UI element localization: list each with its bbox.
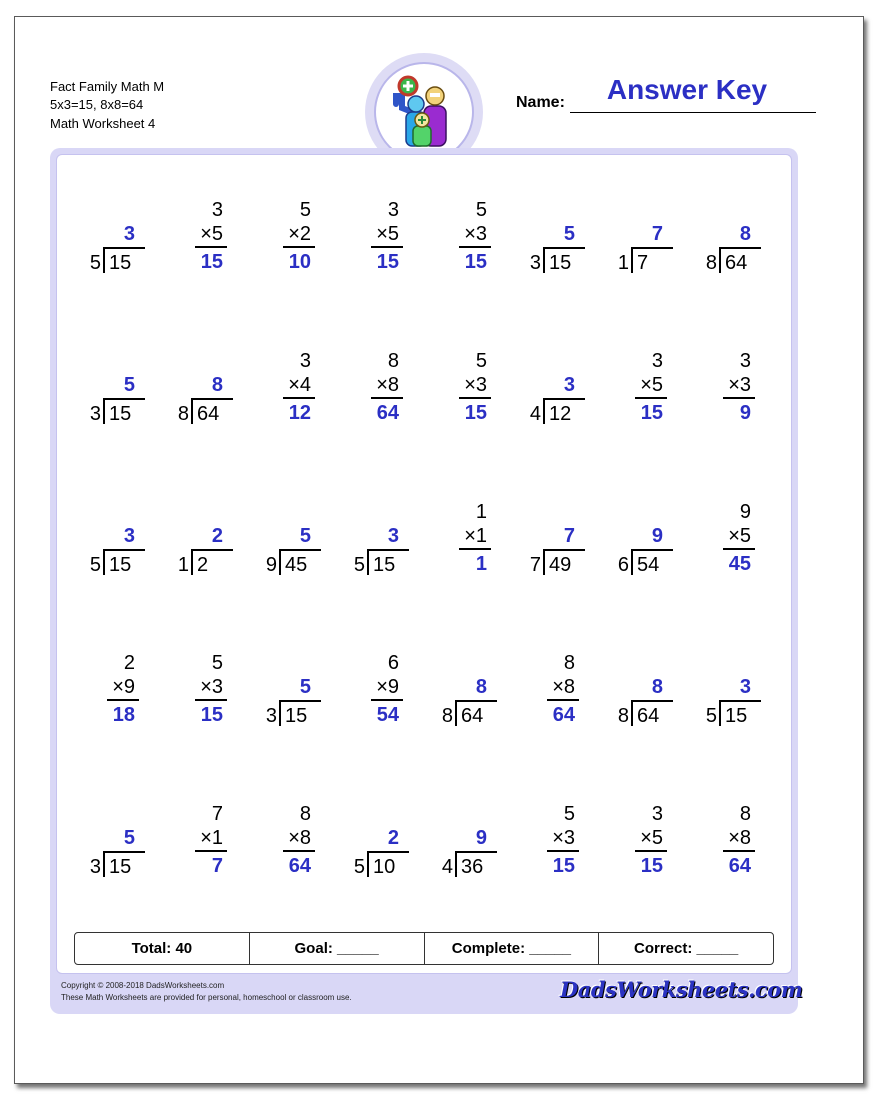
division-bracket xyxy=(543,247,545,273)
answer-rule xyxy=(723,850,755,852)
dividend: 15 xyxy=(109,252,132,274)
division-bracket xyxy=(631,247,633,273)
division-bar xyxy=(103,851,145,853)
product-answer: 18 xyxy=(112,704,135,726)
copyright-notice xyxy=(61,980,352,1004)
multiplicand: 6 xyxy=(387,652,399,674)
dividend: 64 xyxy=(725,252,748,274)
division-bracket xyxy=(279,549,281,575)
answer-rule xyxy=(195,850,227,852)
multiplication-problem xyxy=(341,196,421,280)
divisor: 4 xyxy=(441,856,453,878)
division-bracket xyxy=(719,700,721,726)
product-answer: 15 xyxy=(640,402,663,424)
division-problem xyxy=(605,498,685,582)
answer-rule xyxy=(635,850,667,852)
multiplier: ×5 xyxy=(728,525,751,547)
dividend: 15 xyxy=(725,705,748,727)
product-answer: 64 xyxy=(288,855,311,877)
quotient-answer: 9 xyxy=(475,827,487,849)
division-bracket xyxy=(103,247,105,273)
multiplier: ×9 xyxy=(112,676,135,698)
quotient-answer: 7 xyxy=(651,223,663,245)
division-bracket xyxy=(631,549,633,575)
division-problem xyxy=(517,347,597,431)
division-bracket xyxy=(367,851,369,877)
quotient-answer: 5 xyxy=(299,676,311,698)
division-bracket xyxy=(367,549,369,575)
division-bar xyxy=(543,549,585,551)
division-bracket xyxy=(279,700,281,726)
answer-rule xyxy=(371,699,403,701)
multiplication-problem xyxy=(165,196,245,280)
multiplication-problem xyxy=(605,347,685,431)
division-problem xyxy=(165,347,245,431)
score-correct: Correct: _____ xyxy=(598,933,773,964)
product-answer: 15 xyxy=(200,704,223,726)
product-answer: 12 xyxy=(288,402,311,424)
dividend: 64 xyxy=(197,403,220,425)
dividend: 15 xyxy=(109,554,132,576)
division-bar xyxy=(367,851,409,853)
division-problem xyxy=(253,498,333,582)
quotient-answer: 3 xyxy=(123,525,135,547)
multiplicand: 3 xyxy=(299,350,311,372)
multiplier: ×3 xyxy=(200,676,223,698)
multiplicand: 2 xyxy=(123,652,135,674)
division-problem xyxy=(517,498,597,582)
multiplication-problem xyxy=(605,800,685,884)
product-answer: 1 xyxy=(475,553,487,575)
divisor: 3 xyxy=(529,252,541,274)
multiplication-problem xyxy=(253,347,333,431)
multiplication-problem xyxy=(165,800,245,884)
divisor: 5 xyxy=(705,705,717,727)
multiplier: ×5 xyxy=(640,374,663,396)
copyright-text: Copyright © 2008-2018 DadsWorksheets.com xyxy=(61,981,225,990)
multiplier: ×3 xyxy=(552,827,575,849)
division-problem xyxy=(429,800,509,884)
multiplier: ×3 xyxy=(464,223,487,245)
answer-rule xyxy=(195,699,227,701)
division-bar xyxy=(631,247,673,249)
multiplication-problem xyxy=(77,649,157,733)
multiplicand: 3 xyxy=(739,350,751,372)
dividend: 10 xyxy=(373,856,396,878)
multiplier: ×5 xyxy=(640,827,663,849)
quotient-answer: 3 xyxy=(739,676,751,698)
brand-logo: DadsWorksheets.com xyxy=(560,977,803,1002)
quotient-answer: 3 xyxy=(387,525,399,547)
answer-rule xyxy=(283,246,315,248)
division-problem xyxy=(77,800,157,884)
multiplication-problem xyxy=(253,196,333,280)
product-answer: 64 xyxy=(552,704,575,726)
score-complete: Complete: _____ xyxy=(424,933,599,964)
divisor: 1 xyxy=(177,554,189,576)
quotient-answer: 3 xyxy=(563,374,575,396)
name-line xyxy=(570,112,816,113)
divisor: 9 xyxy=(265,554,277,576)
division-bar xyxy=(367,549,409,551)
multiplier: ×3 xyxy=(464,374,487,396)
quotient-answer: 3 xyxy=(123,223,135,245)
answer-rule xyxy=(723,397,755,399)
multiplicand: 8 xyxy=(739,803,751,825)
division-problem xyxy=(77,196,157,280)
division-bar xyxy=(543,247,585,249)
multiplicand: 3 xyxy=(651,803,663,825)
multiplicand: 5 xyxy=(475,350,487,372)
answer-rule xyxy=(547,850,579,852)
answer-key-title: Answer Key xyxy=(606,74,768,105)
quotient-answer: 8 xyxy=(651,676,663,698)
product-answer: 45 xyxy=(728,553,751,575)
product-answer: 15 xyxy=(464,402,487,424)
multiplication-problem xyxy=(341,649,421,733)
product-answer: 54 xyxy=(376,704,399,726)
quotient-answer: 8 xyxy=(475,676,487,698)
multiplicand: 3 xyxy=(387,199,399,221)
answer-rule xyxy=(371,246,403,248)
division-bracket xyxy=(103,851,105,877)
product-answer: 15 xyxy=(552,855,575,877)
division-bar xyxy=(719,700,761,702)
division-bar xyxy=(279,700,321,702)
worksheet-facts: 5x3=15, 8x8=64 xyxy=(50,97,144,112)
division-bar xyxy=(631,700,673,702)
answer-rule xyxy=(459,246,491,248)
answer-rule xyxy=(371,397,403,399)
multiplier: ×5 xyxy=(200,223,223,245)
product-answer: 15 xyxy=(200,251,223,273)
quotient-answer: 5 xyxy=(123,827,135,849)
multiplier: ×9 xyxy=(376,676,399,698)
division-problem xyxy=(77,498,157,582)
dividend: 15 xyxy=(373,554,396,576)
divisor: 5 xyxy=(353,554,365,576)
division-problem xyxy=(77,347,157,431)
multiplicand: 9 xyxy=(739,501,751,523)
multiplier: ×3 xyxy=(728,374,751,396)
division-problem xyxy=(605,196,685,280)
multiplicand: 3 xyxy=(651,350,663,372)
multiplicand: 5 xyxy=(299,199,311,221)
divisor: 5 xyxy=(89,252,101,274)
division-bracket xyxy=(191,398,193,424)
division-bar xyxy=(103,398,145,400)
dividend: 54 xyxy=(637,554,660,576)
divisor: 4 xyxy=(529,403,541,425)
multiplication-problem xyxy=(165,649,245,733)
multiplication-problem xyxy=(693,498,773,582)
division-bar xyxy=(279,549,321,551)
dividend: 7 xyxy=(637,252,649,274)
division-bracket xyxy=(543,398,545,424)
divisor: 3 xyxy=(89,856,101,878)
product-answer: 64 xyxy=(376,402,399,424)
divisor: 1 xyxy=(617,252,629,274)
division-bracket xyxy=(191,549,193,575)
product-answer: 9 xyxy=(739,402,751,424)
usage-notice: These Math Worksheets are provided for personal, homeschool or classroom use. xyxy=(61,993,352,1002)
division-problem xyxy=(693,196,773,280)
multiplicand: 8 xyxy=(387,350,399,372)
division-bracket xyxy=(455,700,457,726)
product-answer: 7 xyxy=(211,855,223,877)
division-bar xyxy=(191,549,233,551)
division-bar xyxy=(631,549,673,551)
product-answer: 15 xyxy=(464,251,487,273)
multiplication-problem xyxy=(517,800,597,884)
quotient-answer: 2 xyxy=(387,827,399,849)
quotient-answer: 8 xyxy=(211,374,223,396)
multiplier: ×1 xyxy=(464,525,487,547)
multiplier: ×8 xyxy=(288,827,311,849)
answer-rule xyxy=(635,397,667,399)
division-bar xyxy=(719,247,761,249)
division-problem xyxy=(693,649,773,733)
multiplicand: 7 xyxy=(211,803,223,825)
divisor: 6 xyxy=(617,554,629,576)
dividend: 15 xyxy=(109,403,132,425)
answer-rule xyxy=(459,548,491,550)
answer-rule xyxy=(283,397,315,399)
quotient-answer: 7 xyxy=(563,525,575,547)
answer-rule xyxy=(459,397,491,399)
quotient-answer: 2 xyxy=(211,525,223,547)
dividend: 64 xyxy=(637,705,660,727)
divisor: 8 xyxy=(617,705,629,727)
worksheet-subtitle: Math Worksheet 4 xyxy=(50,116,156,131)
division-bar xyxy=(455,700,497,702)
divisor: 5 xyxy=(353,856,365,878)
answer-rule xyxy=(283,850,315,852)
multiplicand: 1 xyxy=(475,501,487,523)
division-problem xyxy=(517,196,597,280)
multiplicand: 5 xyxy=(475,199,487,221)
division-problem xyxy=(605,649,685,733)
divisor: 3 xyxy=(89,403,101,425)
multiplication-problem xyxy=(429,498,509,582)
score-bar xyxy=(74,932,774,965)
answer-rule xyxy=(195,246,227,248)
division-bracket xyxy=(103,549,105,575)
divisor: 8 xyxy=(441,705,453,727)
division-bracket xyxy=(719,247,721,273)
multiplier: ×5 xyxy=(376,223,399,245)
answer-rule xyxy=(107,699,139,701)
quotient-answer: 8 xyxy=(739,223,751,245)
divisor: 3 xyxy=(265,705,277,727)
division-problem xyxy=(341,800,421,884)
multiplier: ×1 xyxy=(200,827,223,849)
product-answer: 15 xyxy=(376,251,399,273)
division-problem xyxy=(429,649,509,733)
quotient-answer: 5 xyxy=(563,223,575,245)
dividend: 49 xyxy=(549,554,572,576)
division-problem xyxy=(165,498,245,582)
answer-rule xyxy=(547,699,579,701)
divisor: 5 xyxy=(89,554,101,576)
division-bracket xyxy=(455,851,457,877)
division-bracket xyxy=(543,549,545,575)
multiplication-problem xyxy=(429,347,509,431)
quotient-answer: 5 xyxy=(123,374,135,396)
answer-rule xyxy=(723,548,755,550)
dividend: 64 xyxy=(461,705,484,727)
multiplier: ×8 xyxy=(376,374,399,396)
multiplication-problem xyxy=(429,196,509,280)
multiplication-problem xyxy=(693,800,773,884)
multiplication-problem xyxy=(693,347,773,431)
multiplier: ×2 xyxy=(288,223,311,245)
score-goal: Goal: _____ xyxy=(249,933,424,964)
division-bar xyxy=(103,549,145,551)
dividend: 45 xyxy=(285,554,308,576)
dividend: 36 xyxy=(461,856,484,878)
division-bracket xyxy=(631,700,633,726)
multiplicand: 8 xyxy=(299,803,311,825)
multiplier: ×8 xyxy=(728,827,751,849)
multiplier: ×8 xyxy=(552,676,575,698)
multiplicand: 8 xyxy=(563,652,575,674)
dividend: 15 xyxy=(549,252,572,274)
divisor: 7 xyxy=(529,554,541,576)
division-bar xyxy=(543,398,585,400)
dividend: 2 xyxy=(197,554,209,576)
multiplication-problem xyxy=(517,649,597,733)
multiplicand: 5 xyxy=(563,803,575,825)
multiplier: ×4 xyxy=(288,374,311,396)
division-bracket xyxy=(103,398,105,424)
divisor: 8 xyxy=(177,403,189,425)
dividend: 12 xyxy=(549,403,572,425)
dividend: 15 xyxy=(285,705,308,727)
divisor: 8 xyxy=(705,252,717,274)
multiplication-problem xyxy=(341,347,421,431)
division-bar xyxy=(103,247,145,249)
name-label: Name: xyxy=(516,94,565,111)
quotient-answer: 9 xyxy=(651,525,663,547)
multiplication-problem xyxy=(253,800,333,884)
division-bar xyxy=(191,398,233,400)
quotient-answer: 5 xyxy=(299,525,311,547)
division-problem xyxy=(341,498,421,582)
multiplicand: 5 xyxy=(211,652,223,674)
product-answer: 64 xyxy=(728,855,751,877)
division-bar xyxy=(455,851,497,853)
score-total: Total: 40 xyxy=(131,940,193,957)
worksheet-title: Fact Family Math M xyxy=(50,79,165,94)
product-answer: 10 xyxy=(288,251,311,273)
dividend: 15 xyxy=(109,856,132,878)
problem-frame xyxy=(50,148,798,1014)
division-problem xyxy=(253,649,333,733)
product-answer: 15 xyxy=(640,855,663,877)
multiplicand: 3 xyxy=(211,199,223,221)
